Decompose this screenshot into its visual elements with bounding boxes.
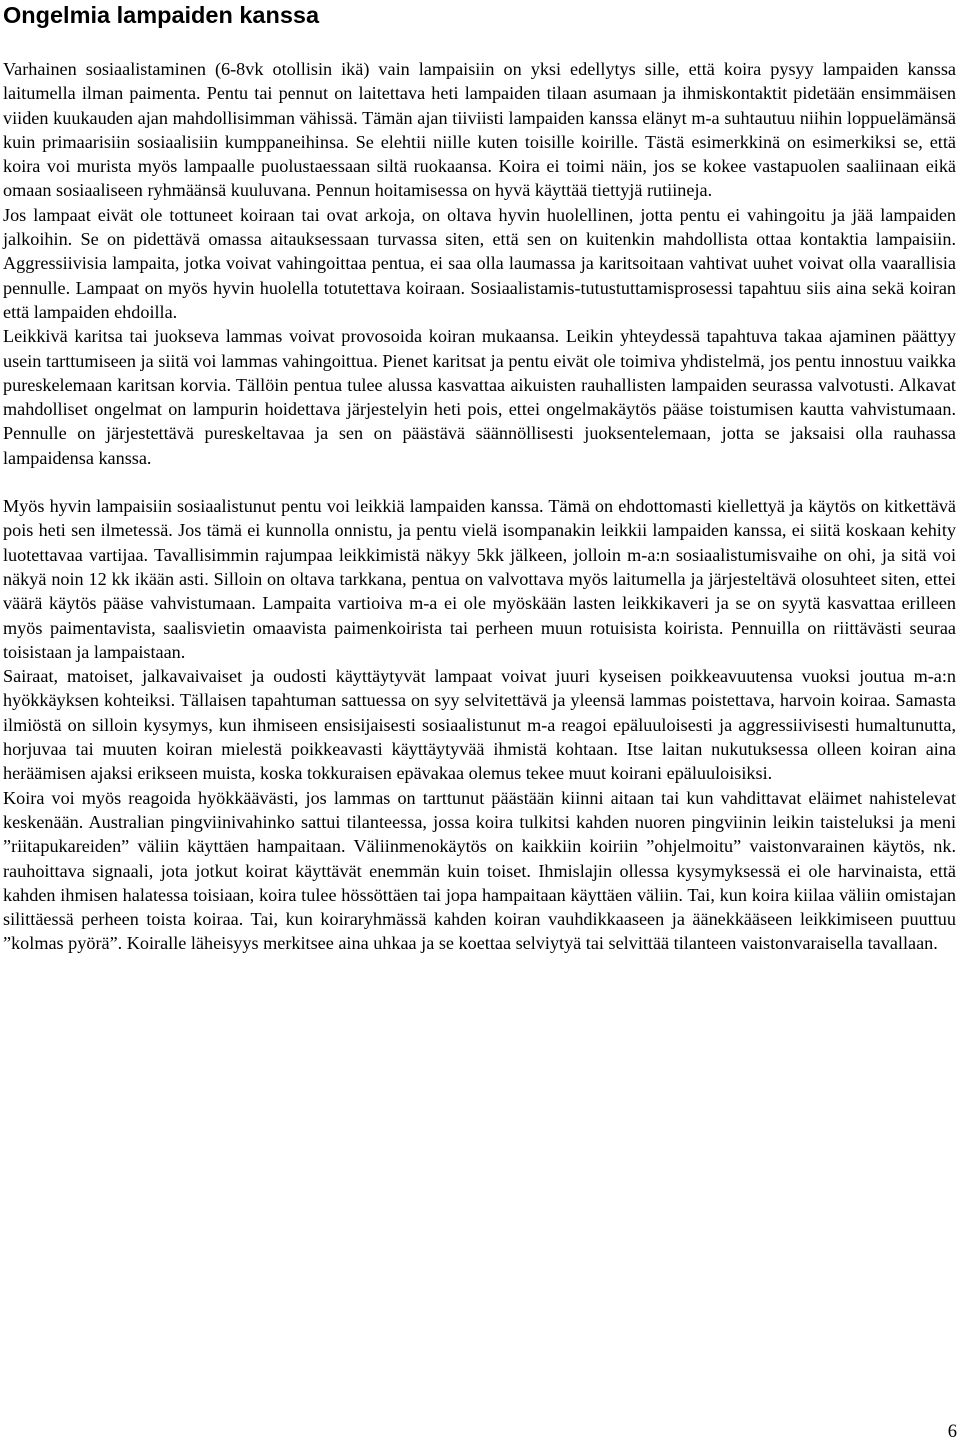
paragraph: Leikkivä karitsa tai juokseva lammas voivat provosoida koiran mukaansa. Leikin yhteydessä tapahtuva takaa ajaminen päättyy usein tarttumiseen ja siitä voi lammas vahingoittua. Pienet karitsat ja pentu eivät ole toimiva yhdistelmä, jos pentu innostuu vaikka pureskelemaan karitsan korvia. Tällöin pentua tulee alussa kasvattaa aikuisten rauhallisten lampaiden seurassa valvotusti. Alkavat mahdolliset ongelmat on lampurin hoidettava järjestelyin heti pois, ettei ongelmakäytös pääse toistumisen kautta vahvistumaan. Pennulle on järjestettävä pureskeltavaa ja sen on päästävä säännöllisesti juoksentelemaan, jotta se jaksaisi olla rauhassa lampaidensa kanssa.	[3, 326, 956, 468]
document-body	[3, 57, 956, 956]
page-number: 6	[947, 1422, 957, 1442]
document-page	[3, 0, 956, 956]
paragraph: Sairaat, matoiset, jalkavaivaiset ja oudosti käyttäytyvät lampaat voivat juuri kyseisen poikkeavuutensa vuoksi joutua m-a:n hyökkäyksen kohteiksi. Tällaisen tapahtuman sattuessa on syy selvitettävä ja yleensä lammas poistettava, harvoin koiraa. Samasta ilmiöstä on silloin kysymys, kun ihmiseen ensisijaisesti sosiaalistunut m-a reagoi epäluuloisesti ja aggressiivisesti humaltunutta, horjuvaa tai muuten koiran mielestä poikkeavasti käyttäytyvää ihmistä kohtaan. Itse laitan nukutuksessa olleen koiran aina heräämisen ajaksi erikseen muista, koska tokkuraisen epävakaa olemus tekee muut koirani epäluuloisiksi.	[3, 666, 956, 784]
paragraph: Varhainen sosiaalistaminen (6-8vk otollisin ikä) vain lampaisiin on yksi edellytys sille, että koira pysyy lampaiden kanssa laitumella ilman paimenta. Pentu tai pennut on laitettava heti lampaiden tilaan asumaan ja ihmiskontaktit pidetään ensimmäisen viiden kuukauden ajan mahdollisimman vähissä. Tämän ajan tiiviisti lampaiden kanssa elänyt m-a suhtautuu niihin loppuelämänsä kuin primaarisiin sosiaalisiin kumppaneihinsa. Se elehtii niille kuten toisille koirille. Tästä esimerkkinä on esimerkiksi se, että koira voi murista myös lampaalle puolustaessaan siltä ruokaansa. Koira ei toimi näin, jos se kokee vastapuolen saaliinaan eikä omaan sosiaaliseen ryhmäänsä kuuluvana. Pennun hoitamisessa on hyvä käyttää tiettyjä rutiineja.	[3, 59, 956, 201]
paragraph: Jos lampaat eivät ole tottuneet koiraan tai ovat arkoja, on oltava hyvin huolellinen, jotta pentu ei vahingoitu ja jää lampaiden jalkoihin. Se on pidettävä omassa aitauksessaan turvassa siten, että sen on kuitenkin mahdollista ottaa kontaktia lampaisiin. Aggressiivisia lampaita, jotka voivat vahingoittaa pentua, ei saa olla laumassa ja karitsoitaan vahtivat uuhet voivat olla vaarallisia pennulle. Lampaat on myös hyvin huolella totutettava koiraan. Sosiaalistamis-tutustuttamisprosessi tapahtuu siis aina sekä koiran että lampaiden ehdoilla.	[3, 204, 956, 322]
paragraph: Koira voi myös reagoida hyökkäävästi, jos lammas on tarttunut päästään kiinni aitaan tai kun vahdittavat eläimet nahistelevat keskenään. Australian pingviinivahinko sattui tilanteessa, jossa koira tulkitsi kahden nuoren pingviinin leikin taisteluksi ja meni ”riitapukareiden” väliin käyttäen hampaitaan. Väliinmenokäytös on kaikkiin koiriin ”ohjelmoitu” vaistonvarainen käytös, nk. rauhoittava signaali, jota jotkut koirat käyttävät enemmän kuin toiset. Ihmislajin ollessa kysymyksessä ei ole harvinaista, että kahden ihmisen halatessa toisiaan, koira tulee hössöttäen tai jopa hampaitaan käyttäen väliin. Tai, kun koira kiilaa väliin omistajan silittäessä perheen toista koiraa. Tai, kun koiraryhmässä kahden koiran vauhdikkaaseen ja äänekkääseen leikkimiseen puuttuu ”kolmas pyörä”. Koiralle läheisyys merkitsee aina uhkaa ja se koettaa selviytyä tai selvittää tilanteen vaistonvaraisella tavallaan.	[3, 787, 956, 954]
paragraph: Myös hyvin lampaisiin sosiaalistunut pentu voi leikkiä lampaiden kanssa. Tämä on ehdottomasti kiellettyä ja käytös on kitkettävä pois heti sen ilmetessä. Jos tämä ei kunnolla onnistu, ja pentu vielä isompanakin leikkii lampaiden kanssa, ei siitä koskaan kehity luotettavaa vartijaa. Tavallisimmin rajumpaa leikkimistä näkyy 5kk jälkeen, jolloin m-a:n sosiaalistumisvaihe on ohi, ja sitä voi näkyä noin 12 kk ikään asti. Silloin on oltava tarkkana, pentua on valvottava myös laitumella ja järjesteltävä olosuhteet siten, ettei väärä käytös pääse vahvistumaan. Lampaita vartioiva m-a ei ole myöskään lasten leikkikaveri ja se on syytä kasvattaa erilleen myös paimentavista, saalisvietin omaavista paimenkoirista tai perheen muun rotuisista koirista. Pennuilla on riittävästi seuraa toisistaan ja lampaistaan.	[3, 496, 956, 662]
page-title: Ongelmia lampaiden kanssa	[3, 2, 320, 28]
